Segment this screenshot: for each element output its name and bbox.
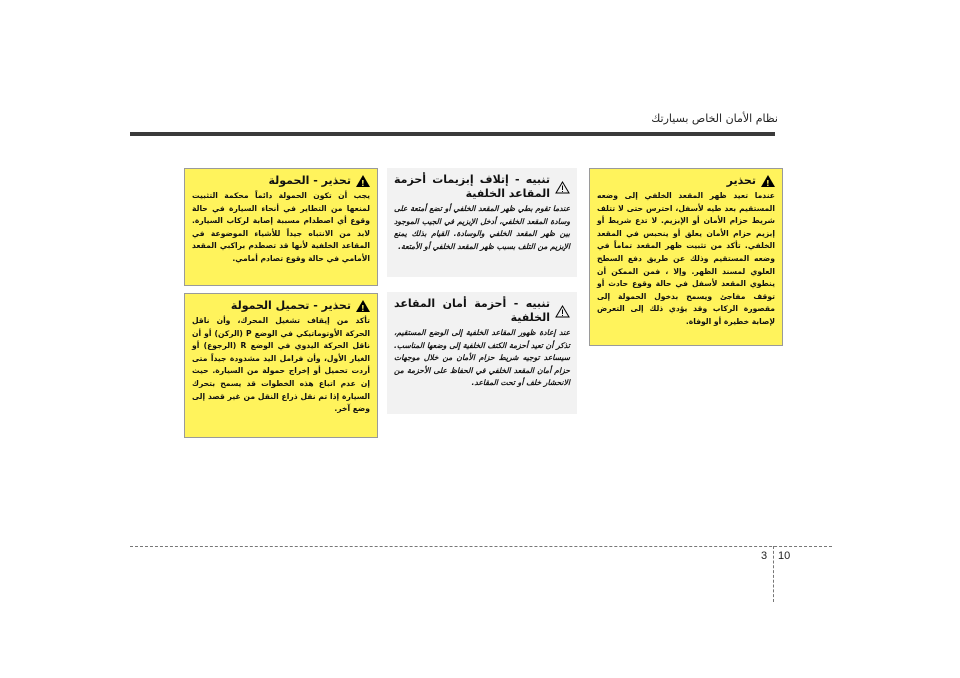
chapter-number: 3 bbox=[761, 550, 768, 562]
warning-body: يجب أن تكون الحمولة دائماً محكمة التثبيت لمنعها من التطاير في أنحاء السيارة في حالة وقوع أي اصطدام مسببة إصابة لركاب السيارة. لابد من الانتباه جيداً للأشياء الموضوعة في المقاعد الخلفية لأنها قد تصطدم براكبي المقعد الأمامي في حالة وقوع تصادم أمامي. bbox=[192, 191, 370, 263]
caution-box-buckle-damage bbox=[387, 168, 577, 277]
footer-vertical-divider bbox=[773, 546, 774, 602]
section-title: نظام الأمان الخاص بسيارتك bbox=[651, 112, 778, 125]
caution-triangle-icon bbox=[555, 181, 570, 194]
warning-box-loading-cargo bbox=[184, 293, 378, 438]
caution-body: عندما تقوم بطي ظهر المقعد الخلفي أو تضع أمتعة على وسادة المقعد الخلفي، أدخل الإبزيم في الجيب الموجود بين ظهر المقعد الخلفي والوسادة. القيام بذلك يمنع الإبزيم من التلف بسبب ظهر المقعد الخلفي أو الأمتعة. bbox=[394, 204, 570, 251]
warning-triangle-icon bbox=[356, 175, 370, 187]
warning-title: تحذير - الحمولة bbox=[268, 174, 351, 187]
warning-body: عندما تعيد ظهر المقعد الخلفي إلى وضعه المستقيم بعد طيه لأسفل، احترس حتى لا تتلف شريط حزام الأمان أو الإبزيم. لا تدع شريط أو إبزيم حزام الأمان يعلق أو ينحبس في المقعد الخلفي. تأكد من تثبيت ظهر المقعد تماماً في وضعه المستقيم وذلك عن طريق دفع السطح العلوي لمسند الظهر. وإلا ، فمن الممكن أن ينطوي المقعد لأسفل في حالة وقوع حادث أو توقف مفاجئ ويسمح بدخول الحمولة إلى مقصورة الركاب وقد يؤدي ذلك إلى التعرض لإصابة خطيرة أو الوفاة. bbox=[597, 191, 775, 326]
warning-box-seatback bbox=[589, 168, 783, 346]
warning-triangle-icon bbox=[356, 300, 370, 312]
caution-triangle-icon bbox=[555, 305, 570, 318]
warning-box-cargo bbox=[184, 168, 378, 286]
footer-divider bbox=[130, 546, 832, 547]
warning-title: تحذير bbox=[726, 174, 756, 187]
caution-body: عند إعادة ظهور المقاعد الخلفية إلى الوضع المستقيم، تذكر أن تعيد أحزمة الكتف الخلفية إلى وضعها المناسب. سيساعد توجيه شريط حزام الأمان من خلال موجهات حزام أمان المقعد الخلفي في الحفاظ على الأحزمة من الانحشار خلف أو تحت المقاعد. bbox=[394, 328, 570, 388]
caution-title: تنبيه - أحزمة أمان المقاعد الخلفية bbox=[394, 297, 550, 324]
warning-triangle-icon bbox=[761, 175, 775, 187]
header-divider bbox=[130, 132, 775, 136]
caution-box-rear-belts bbox=[387, 292, 577, 414]
warning-title: تحذير - تحميل الحمولة bbox=[230, 299, 351, 312]
page-number: 10 bbox=[778, 550, 791, 562]
caution-title: تنبيه - إتلاف إبزيمات أحزمة المقاعد الخلفية bbox=[394, 173, 550, 200]
warning-body: تأكد من إيقاف تشغيل المحرك، وأن ناقل الحركة الأوتوماتيكي في الوضع P (الركن) أو أن ناقل الحركة اليدوي في الوضع R (الرجوع) أو الغيار الأول، وأن فرامل اليد مشدودة جيداً متى أردت تحميل أو إخراج حمولة من السيارة. حيث إن عدم اتباع هذه الخطوات قد يسمح بتحرك السيارة إذا تم نقل ذراع النقل من غير قصد إلى وضع آخر. bbox=[192, 316, 370, 414]
